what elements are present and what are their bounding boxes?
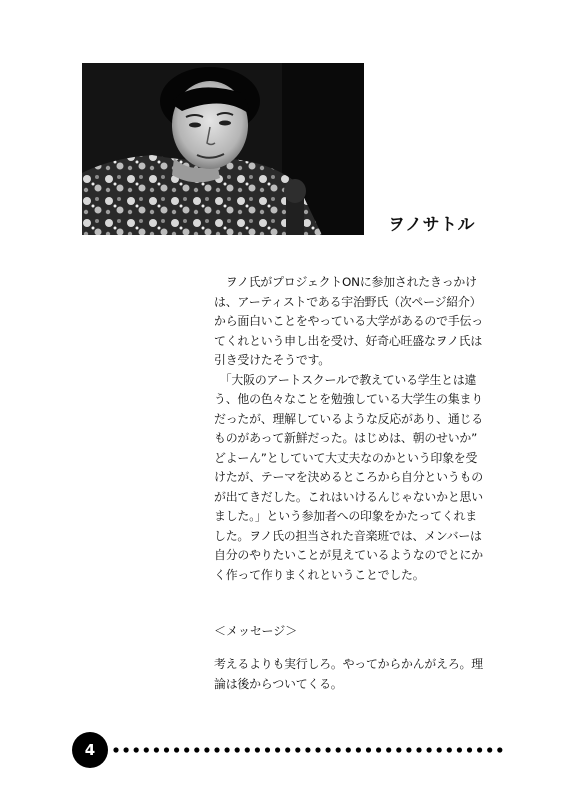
rule-dot: [447, 747, 452, 752]
rule-dot: [255, 747, 260, 752]
body-line: だったが、理解しているような反応があり、通じる: [214, 411, 483, 426]
rule-dot: [467, 747, 472, 752]
page-number-badge: 4: [72, 732, 108, 768]
rule-dot: [245, 747, 250, 752]
rule-dot: [427, 747, 432, 752]
rule-dot: [164, 747, 169, 752]
rule-dot: [285, 747, 290, 752]
rule-dot: [124, 747, 129, 752]
body-line: てくれという申し出を受け、好奇心旺盛なヲノ氏は: [214, 333, 483, 348]
rule-dot: [154, 747, 159, 752]
message-heading: ＜メッセージ＞: [214, 624, 298, 638]
body-line: う、他の色々なことを勉強している大学生の集まり: [214, 392, 483, 406]
body-line: した。ヲノ氏の担当された音楽班では、メンバーは: [214, 528, 482, 543]
rule-dot: [396, 747, 401, 752]
message-line: 論は後からついてくる。: [214, 677, 343, 691]
rule-dot: [275, 747, 280, 752]
body-line: く作って作りまくれということでした。: [214, 567, 425, 582]
portrait-photo-graphic: [82, 63, 364, 235]
rule-dot: [356, 747, 361, 752]
rule-dot: [295, 747, 300, 752]
body-line: 自分のやりたいことが見えているようなのでとにか: [214, 548, 483, 562]
dotted-rule-graphic: [112, 745, 512, 755]
rule-dot: [497, 747, 502, 752]
rule-dot: [235, 747, 240, 752]
rule-dot: [346, 747, 351, 752]
rule-dot: [386, 747, 391, 752]
rule-dot: [305, 747, 310, 752]
rule-dot: [134, 747, 139, 752]
rule-dot: [184, 747, 189, 752]
rule-dot: [194, 747, 199, 752]
body-line: けたが、テーマを決めるところから自分というもの: [214, 470, 483, 484]
body-line: から面白いことをやっている大学があるので手伝っ: [214, 314, 483, 328]
rule-dot: [326, 747, 331, 752]
rule-dot: [144, 747, 149, 752]
body-line: 引き受けたそうです。: [214, 353, 330, 367]
message-body: [214, 654, 519, 694]
rule-dot: [204, 747, 209, 752]
rule-dot: [477, 747, 482, 752]
body-line: ものがあって新鮮だった。はじめは、朝のせいか”: [214, 431, 478, 445]
person-name: ヲノサトル: [388, 215, 475, 235]
rule-dot: [336, 747, 341, 752]
portrait-photo: [82, 63, 364, 235]
rule-dot: [457, 747, 462, 752]
rule-dot: [265, 747, 270, 752]
dotted-rule: [112, 745, 512, 755]
body-line: は、アーティストである宇治野氏（次ページ紹介）: [214, 294, 482, 309]
rule-dot: [376, 747, 381, 752]
body-line: ました。」という参加者への印象をかたってくれま: [214, 509, 477, 523]
rule-dot: [225, 747, 230, 752]
message-line: 考えるよりも実行しろ。やってからかんがえろ。理: [214, 657, 483, 671]
rule-dot: [406, 747, 411, 752]
body-line: どよーん”としていて大丈夫なのかという印象を受: [214, 450, 478, 465]
rule-dot: [366, 747, 371, 752]
rule-dot: [487, 747, 492, 752]
rule-dot: [113, 747, 118, 752]
rule-dot: [437, 747, 442, 752]
rule-dot: [416, 747, 421, 752]
body-line: ヲノ氏がプロジェクトONに参加されたきっかけ: [214, 275, 477, 289]
rule-dot: [174, 747, 179, 752]
article-body: [214, 273, 519, 585]
rule-dot: [315, 747, 320, 752]
body-line: 「大阪のアートスクールで教えている学生とは違: [214, 372, 477, 387]
body-line: が出てきだした。これはいけるんじゃないかと思い: [214, 489, 483, 504]
rule-dot: [214, 747, 219, 752]
